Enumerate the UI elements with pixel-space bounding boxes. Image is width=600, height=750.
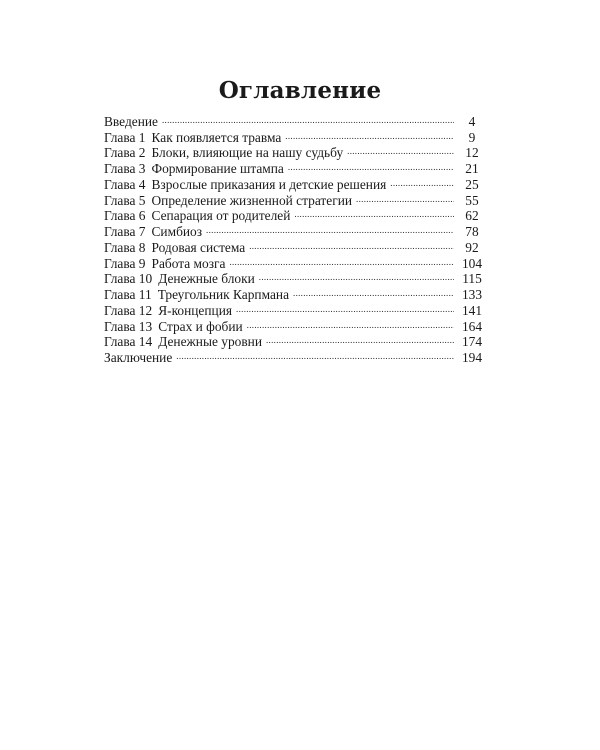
page-title: Оглавление	[218, 77, 382, 105]
toc-entry-page: 9	[468, 129, 476, 145]
toc-entry-label: Глава 6	[104, 208, 146, 224]
toc-entry-chapter-1	[104, 126, 486, 145]
toc-entry-title: Страх и фобии	[158, 318, 243, 334]
dot-leader	[249, 236, 454, 252]
toc-entry-page: 21	[465, 161, 479, 176]
dot-leader	[294, 205, 454, 221]
toc-entry-title: Я-концепция	[158, 302, 233, 318]
toc-entry-label: Глава 3	[104, 161, 146, 176]
toc-entry-title: Блоки, влияющие на нашу судьбу	[151, 145, 344, 161]
toc-entry-title: Формирование штампа	[151, 161, 284, 176]
toc-entry-label: Глава 9	[104, 255, 146, 271]
dot-leader	[347, 142, 454, 158]
toc-entry-page: 164	[461, 318, 483, 334]
toc-entry-title: Симбиоз	[151, 224, 203, 239]
toc-entry-label: Введение	[104, 113, 158, 129]
toc-entry-label: Глава 12	[104, 302, 153, 318]
toc-entry-label: Глава 1	[104, 129, 146, 145]
dot-leader	[236, 299, 454, 315]
dot-leader	[356, 189, 454, 205]
toc-entry-label: Глава 4	[104, 176, 146, 192]
toc-entry-page: 92	[465, 239, 479, 255]
dot-leader	[390, 173, 454, 189]
dot-leader	[288, 157, 454, 173]
dot-leader	[206, 220, 454, 236]
toc-entry-page: 4	[468, 113, 476, 129]
toc-entry-page: 141	[461, 302, 483, 318]
toc-entry-introduction	[104, 110, 486, 129]
dot-leader	[176, 346, 454, 362]
dot-leader	[229, 252, 454, 268]
toc-entry-page: 12	[465, 145, 479, 161]
toc-entry-title: Родовая система	[151, 239, 246, 255]
toc-entry-label: Глава 13	[104, 318, 153, 334]
toc-entry-page: 78	[465, 224, 479, 239]
toc-entry-label: Заключение	[104, 350, 173, 365]
toc-entry-label: Глава 7	[104, 224, 146, 239]
dot-leader	[247, 315, 454, 331]
toc-entry-label: Глава 10	[104, 271, 153, 287]
toc-entry-title: Сепарация от родителей	[151, 208, 291, 224]
toc-entry-page: 115	[462, 271, 482, 287]
toc-entry-title: Взрослые приказания и детские решения	[151, 176, 387, 192]
toc-entry-page: 62	[465, 208, 479, 224]
toc-entry-page: 104	[461, 255, 483, 271]
toc-entry-page: 25	[465, 176, 479, 192]
toc-entry-page: 55	[465, 192, 479, 208]
toc-entry-title: Как появляется травма	[151, 129, 282, 145]
table-of-contents	[104, 110, 486, 365]
dot-leader	[259, 268, 454, 284]
dot-leader	[162, 110, 454, 126]
dot-leader	[266, 331, 454, 347]
toc-entry-label: Глава 5	[104, 192, 146, 208]
toc-entry-title: Работа мозга	[151, 255, 226, 271]
toc-entry-page: 194	[461, 350, 483, 365]
dot-leader	[285, 126, 454, 142]
toc-entry-page: 133	[461, 287, 483, 302]
toc-entry-label: Глава 2	[104, 145, 146, 161]
toc-entry-title: Денежные блоки	[158, 271, 255, 287]
toc-entry-label: Глава 11	[104, 287, 152, 302]
toc-entry-title: Денежные уровни	[158, 334, 262, 350]
toc-entry-label: Глава 14	[104, 334, 153, 350]
toc-entry-page: 174	[461, 334, 483, 350]
toc-entry-title: Определение жизненной стратегии	[151, 192, 353, 208]
dot-leader	[293, 283, 454, 299]
toc-entry-label: Глава 8	[104, 239, 146, 255]
toc-entry-title: Треугольник Карпмана	[157, 287, 290, 302]
